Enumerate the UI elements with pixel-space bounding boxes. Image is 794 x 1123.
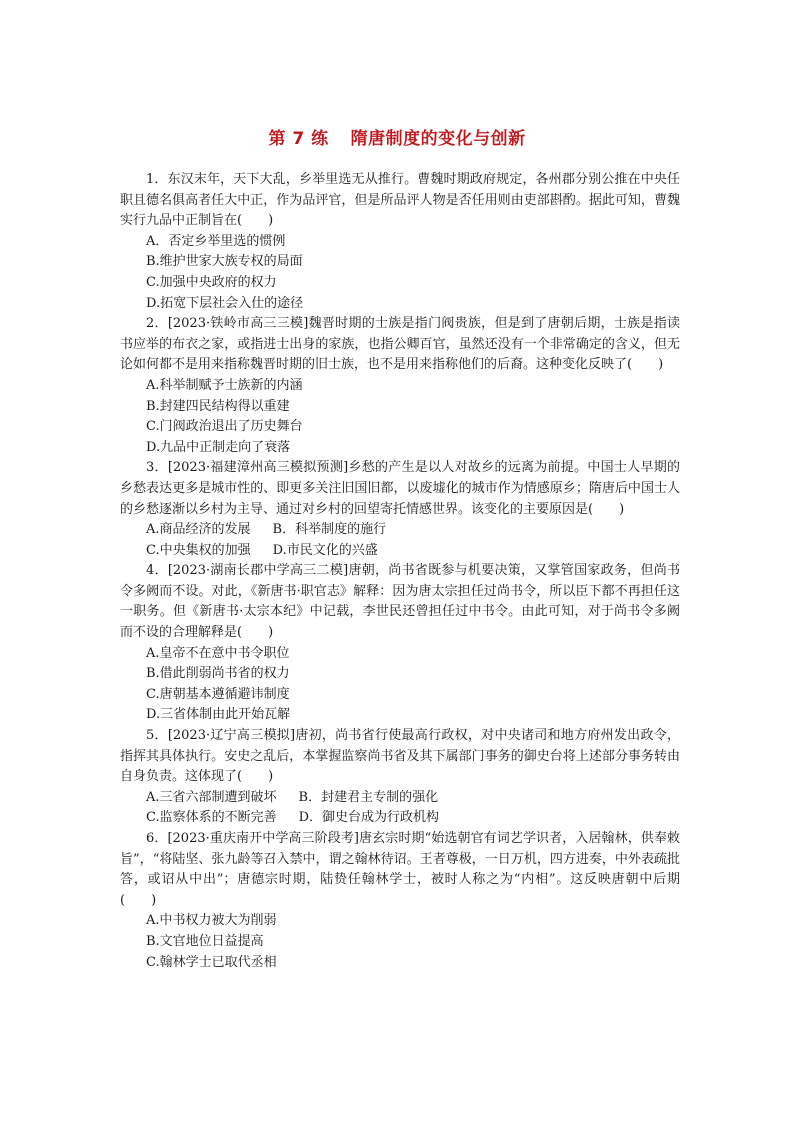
option-d: D.拓宽下层社会入仕的途径 <box>146 295 304 311</box>
option-a: A.科举制赋予士族新的内涵 <box>146 377 303 393</box>
question-5 <box>120 726 680 829</box>
question-6 <box>120 829 680 973</box>
option-b: B.文官地位日益提高 <box>146 933 264 949</box>
title-exercise-number: 第 7 练 <box>268 129 329 149</box>
page-title <box>0 124 794 149</box>
option-b: B．封建君主专制的强化 <box>298 789 439 805</box>
option-row-ab <box>120 788 680 809</box>
option-d: D.九品中正制走向了衰落 <box>146 439 291 455</box>
question-1 <box>120 170 680 314</box>
option-c: C.门阀政治退出了历史舞台 <box>146 419 303 435</box>
option-c: C.加强中央政府的权力 <box>146 274 277 290</box>
question-stem: 2．[2023·铁岭市高三三模]魏晋时期的士族是指门阀贵族，但是到了唐朝后期，士族是指读书应举的布衣之家，或指进士出身的家族，也指公卿百官，虽然还没有一个非常确定的含义，但无论如何都不是用来指称魏晋时期的旧士族，也不是用来指称他们的后裔。这种变化反映了( ) <box>120 316 680 373</box>
title-topic: 隋唐制度的变化与创新 <box>350 129 526 149</box>
question-3 <box>120 458 680 561</box>
option-d: D.三省体制由此开始瓦解 <box>146 707 291 723</box>
option-c: C.监察体系的不断完善 <box>146 810 277 826</box>
option-b: B.维护世家大族专权的局面 <box>146 254 303 270</box>
option-a: A.皇帝不在意中书令职位 <box>146 645 290 661</box>
option-d: D.市民文化的兴盛 <box>272 542 378 558</box>
option-row-cd <box>120 808 680 829</box>
option-c: C.中央集权的加强 <box>146 542 251 558</box>
option-a: A.中书权力被大为削弱 <box>146 913 277 929</box>
question-list <box>120 170 680 973</box>
question-stem: 3．[2023·福建漳州高三模拟预测]乡愁的产生是以人对故乡的远离为前提。中国士人早期的乡愁表达更多是城市性的、即更多关注旧国旧都，以废墟化的城市作为情感原乡；隋唐后中国士人的乡愁逐渐以乡村为主导、通过对乡村的回望寄托情感世界。该变化的主要原因是( ) <box>120 460 680 517</box>
question-stem: 5．[2023·辽宁高三模拟]唐初，尚书省行使最高行政权，对中央诸司和地方府州发出政令，指挥其具体执行。安史之乱后，本掌握监察尚书省及其下属部门事务的御史台将上述部分事务转由自身负责。这体现了( ) <box>120 728 680 785</box>
option-c: C.唐朝基本遵循避讳制度 <box>146 686 290 702</box>
option-b: B.封建四民结构得以重建 <box>146 398 290 414</box>
option-row-ab <box>120 520 680 541</box>
question-stem: 1．东汉末年，天下大乱，乡举里选无从推行。曹魏时期政府规定，各州郡分别公推在中央任职且德名俱高者任大中正，作为品评官，但是所品评人物是否任用则由吏部斟酌。据此可知，曹魏实行九品中正制旨在( ) <box>120 172 680 229</box>
question-stem: 4．[2023·湖南长郡中学高三二模]唐朝，尚书省既参与机要决策，又掌管国家政务，但尚书令多阙而不设。对此，《新唐书·职官志》解释：因为唐太宗担任过尚书令，所以臣下都不再担任这一职务。但《新唐书·太宗本纪》中记载，李世民还曾担任过中书令。由此可知，对于尚书令多阙而不设的合理解释是( ) <box>120 563 680 641</box>
option-c: C.翰林学士已取代丞相 <box>146 954 277 970</box>
question-stem: 6．[2023·重庆南开中学高三阶段考]唐玄宗时期“始选朝官有词艺学识者，入居翰林，供奉敕旨”，“将陆坚、张九龄等召入禁中，谓之翰林待诏。王者尊极，一日万机，四方进奏，中外表疏批答，或诏从中出”；唐德宗时期，陆贽任翰林学士，被时人称之为“内相”。这反映唐朝中后期( ) <box>120 831 680 908</box>
question-4 <box>120 561 680 726</box>
question-2 <box>120 314 680 458</box>
option-d: D．御史台成为行政机构 <box>298 810 440 826</box>
option-a: A.三省六部制遭到破坏 <box>146 789 277 805</box>
option-b: B．科举制度的施行 <box>272 522 387 538</box>
option-a: A．否定乡举里选的惯例 <box>146 233 286 249</box>
option-b: B.借此削弱尚书省的权力 <box>146 666 290 682</box>
option-row-cd <box>120 541 680 562</box>
option-a: A.商品经济的发展 <box>146 522 251 538</box>
